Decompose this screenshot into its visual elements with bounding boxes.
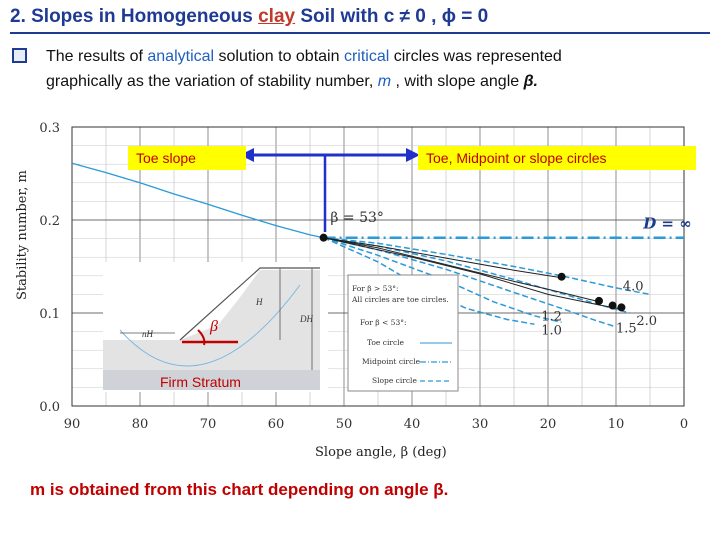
bullet-icon <box>12 48 27 63</box>
legend-line-3: For β < 53°: <box>360 318 407 327</box>
data-point <box>595 297 603 305</box>
data-point <box>609 302 617 310</box>
chart-legend <box>348 275 458 391</box>
curve-annotation: 1.0 <box>541 323 562 339</box>
x-tick-label: 80 <box>131 417 149 432</box>
bullet-text <box>46 44 716 94</box>
curve-annotation: 2.0 <box>636 314 658 330</box>
x-tick-label: 30 <box>471 417 489 432</box>
slope-inset <box>103 262 328 392</box>
curve-annotation: 1.5 <box>616 321 637 337</box>
firm-stratum-label: Firm Stratum <box>160 374 241 390</box>
bullet-line-1: The results of analytical solution to obtain critical circles was represented <box>46 48 562 65</box>
x-tick-label: 10 <box>607 417 625 432</box>
legend-item-toe: Toe circle <box>367 338 404 347</box>
callout-midpoint-slope: Toe, Midpoint or slope circles <box>418 146 696 170</box>
x-tick-label: 0 <box>679 417 689 432</box>
bullet-line-2: graphically as the variation of stability number, m , with slope angle β. <box>46 73 538 90</box>
curve-annotation: β = 53° <box>330 209 384 226</box>
legend-item-midpoint: Midpoint circle <box>362 357 421 366</box>
data-point <box>320 234 328 242</box>
beta-symbol: β <box>210 318 218 335</box>
x-tick-label: 70 <box>199 417 217 432</box>
curve-annotation: 4.0 <box>622 279 644 295</box>
y-tick-label: 0.3 <box>39 121 60 136</box>
x-tick-label: 20 <box>539 417 557 432</box>
inset-label-dh: DH <box>300 314 313 324</box>
legend-line-1: For β > 53°: <box>352 284 399 293</box>
inset-label-h: H <box>256 297 263 307</box>
x-axis-label: Slope angle, β (deg) <box>315 445 447 460</box>
data-point <box>558 273 566 281</box>
title-suffix: Soil with c ≠ 0 , ϕ = 0 <box>295 6 489 27</box>
y-axis-label: Stability number, m <box>15 170 30 300</box>
y-tick-label: 0.0 <box>39 400 60 415</box>
title-clay: clay <box>258 6 296 27</box>
x-tick-label: 90 <box>63 417 81 432</box>
y-tick-label: 0.2 <box>39 214 60 229</box>
callout-toe-slope: Toe slope <box>128 146 246 170</box>
y-tick-label: 0.1 <box>39 307 60 322</box>
curve-annotation: D = ∞ <box>643 214 692 233</box>
x-tick-label: 50 <box>335 417 353 432</box>
legend-line-2: All circles are toe circles. <box>352 295 449 304</box>
curve-annotation: 1.2 <box>541 309 562 325</box>
legend-item-slope: Slope circle <box>372 376 417 385</box>
x-tick-label: 40 <box>403 417 421 432</box>
title-rule <box>10 32 710 34</box>
title-prefix: 2. Slopes in Homogeneous <box>10 6 259 27</box>
data-point <box>617 303 625 311</box>
x-tick-label: 60 <box>267 417 285 432</box>
bottom-note: m is obtained from this chart depending on angle β. <box>30 480 449 499</box>
slide-title <box>10 6 488 28</box>
inset-label-nh: nH <box>142 329 153 339</box>
